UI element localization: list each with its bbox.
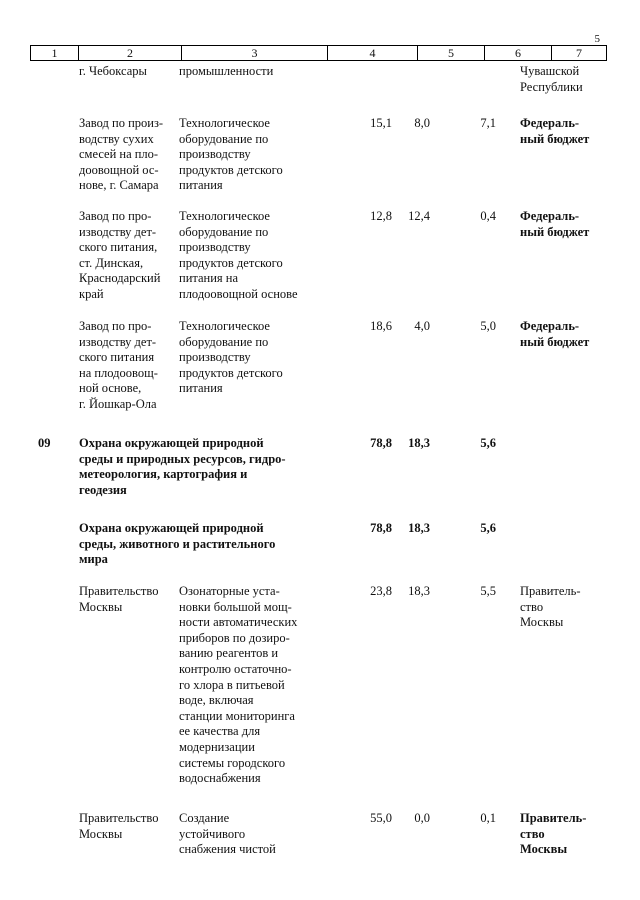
cell-value-4: 78,8 bbox=[370, 521, 392, 535]
cell-value-6: 5,6 bbox=[480, 436, 496, 450]
cell-value-4: 78,8 bbox=[370, 436, 392, 450]
cell-value-5: 18,3 bbox=[408, 436, 430, 450]
cell-value-6: 0,1 bbox=[480, 811, 496, 825]
table-header bbox=[30, 45, 607, 61]
cell-description: Технологическое оборудование по производству продуктов детского питания bbox=[179, 116, 283, 193]
cell-value-5: 18,3 bbox=[408, 521, 430, 535]
cell-object: Завод по про- изводству дет- ского питания, ст. Динская, Краснодарский край bbox=[79, 209, 161, 301]
cell-object: Правительство Москвы bbox=[79, 811, 159, 841]
cell-value-4: 55,0 bbox=[370, 811, 392, 825]
cell-description: Озонаторные уста- новки большой мощ- ности автоматических приборов по дозиро- ванию реагентов и контролю остаточно- го хлора в питьевой воде, включая станции мониторинга ее качества для модернизации системы городского водоснабжения bbox=[179, 584, 298, 786]
cell-object: Правительство Москвы bbox=[79, 584, 159, 614]
cell-source: Правитель- ство Москвы bbox=[520, 584, 581, 630]
header-col-1: 1 bbox=[31, 46, 79, 60]
cell-value-5: 0,0 bbox=[414, 811, 430, 825]
header-col-5: 5 bbox=[418, 46, 485, 60]
cell-value-6: 5,6 bbox=[480, 521, 496, 535]
cell-source: Правитель- ство Москвы bbox=[520, 811, 587, 857]
cell-value-4: 12,8 bbox=[370, 209, 392, 223]
header-col-6: 6 bbox=[485, 46, 552, 60]
section-title: Охрана окружающей природной среды и природных ресурсов, гидро- метеорология, картография и геодезия bbox=[79, 436, 286, 497]
cell-value-5: 4,0 bbox=[414, 319, 430, 333]
cell-value-5: 12,4 bbox=[408, 209, 430, 223]
cell-value-6: 0,4 bbox=[480, 209, 496, 223]
cell-source: Федераль- ный бюджет bbox=[520, 116, 590, 146]
header-col-4: 4 bbox=[328, 46, 418, 60]
section-code: 09 bbox=[38, 436, 51, 450]
cell-description: Технологическое оборудование по производству продуктов детского питания bbox=[179, 319, 283, 396]
cell-value-5: 8,0 bbox=[414, 116, 430, 130]
cell-description: Технологическое оборудование по производству продуктов детского питания на плодоовощной основе bbox=[179, 209, 298, 301]
cell-source: Чувашской Республики bbox=[520, 64, 583, 94]
page-number: 5 bbox=[594, 33, 600, 45]
header-col-7: 7 bbox=[576, 46, 582, 60]
cell-value-4: 15,1 bbox=[370, 116, 392, 130]
cell-object: г. Чебоксары bbox=[79, 64, 147, 78]
cell-value-4: 18,6 bbox=[370, 319, 392, 333]
cell-description: промышленности bbox=[179, 64, 274, 78]
cell-value-6: 5,5 bbox=[480, 584, 496, 598]
header-col-2: 2 bbox=[79, 46, 182, 60]
cell-value-6: 5,0 bbox=[480, 319, 496, 333]
cell-source: Федераль- ный бюджет bbox=[520, 319, 590, 349]
cell-value-6: 7,1 bbox=[480, 116, 496, 130]
cell-value-5: 18,3 bbox=[408, 584, 430, 598]
cell-description: Создание устойчивого снабжения чистой bbox=[179, 811, 276, 857]
cell-object: Завод по про- изводству дет- ского питания на плодоовощ- ной основе, г. Йошкар-Ола bbox=[79, 319, 158, 411]
cell-value-4: 23,8 bbox=[370, 584, 392, 598]
cell-object: Завод по произ- водству сухих смесей на пло- доовощной ос- нове, г. Самара bbox=[79, 116, 164, 193]
header-col-3: 3 bbox=[182, 46, 328, 60]
subsection-title: Охрана окружающей природной среды, животного и растительного мира bbox=[79, 521, 276, 567]
cell-source: Федераль- ный бюджет bbox=[520, 209, 590, 239]
